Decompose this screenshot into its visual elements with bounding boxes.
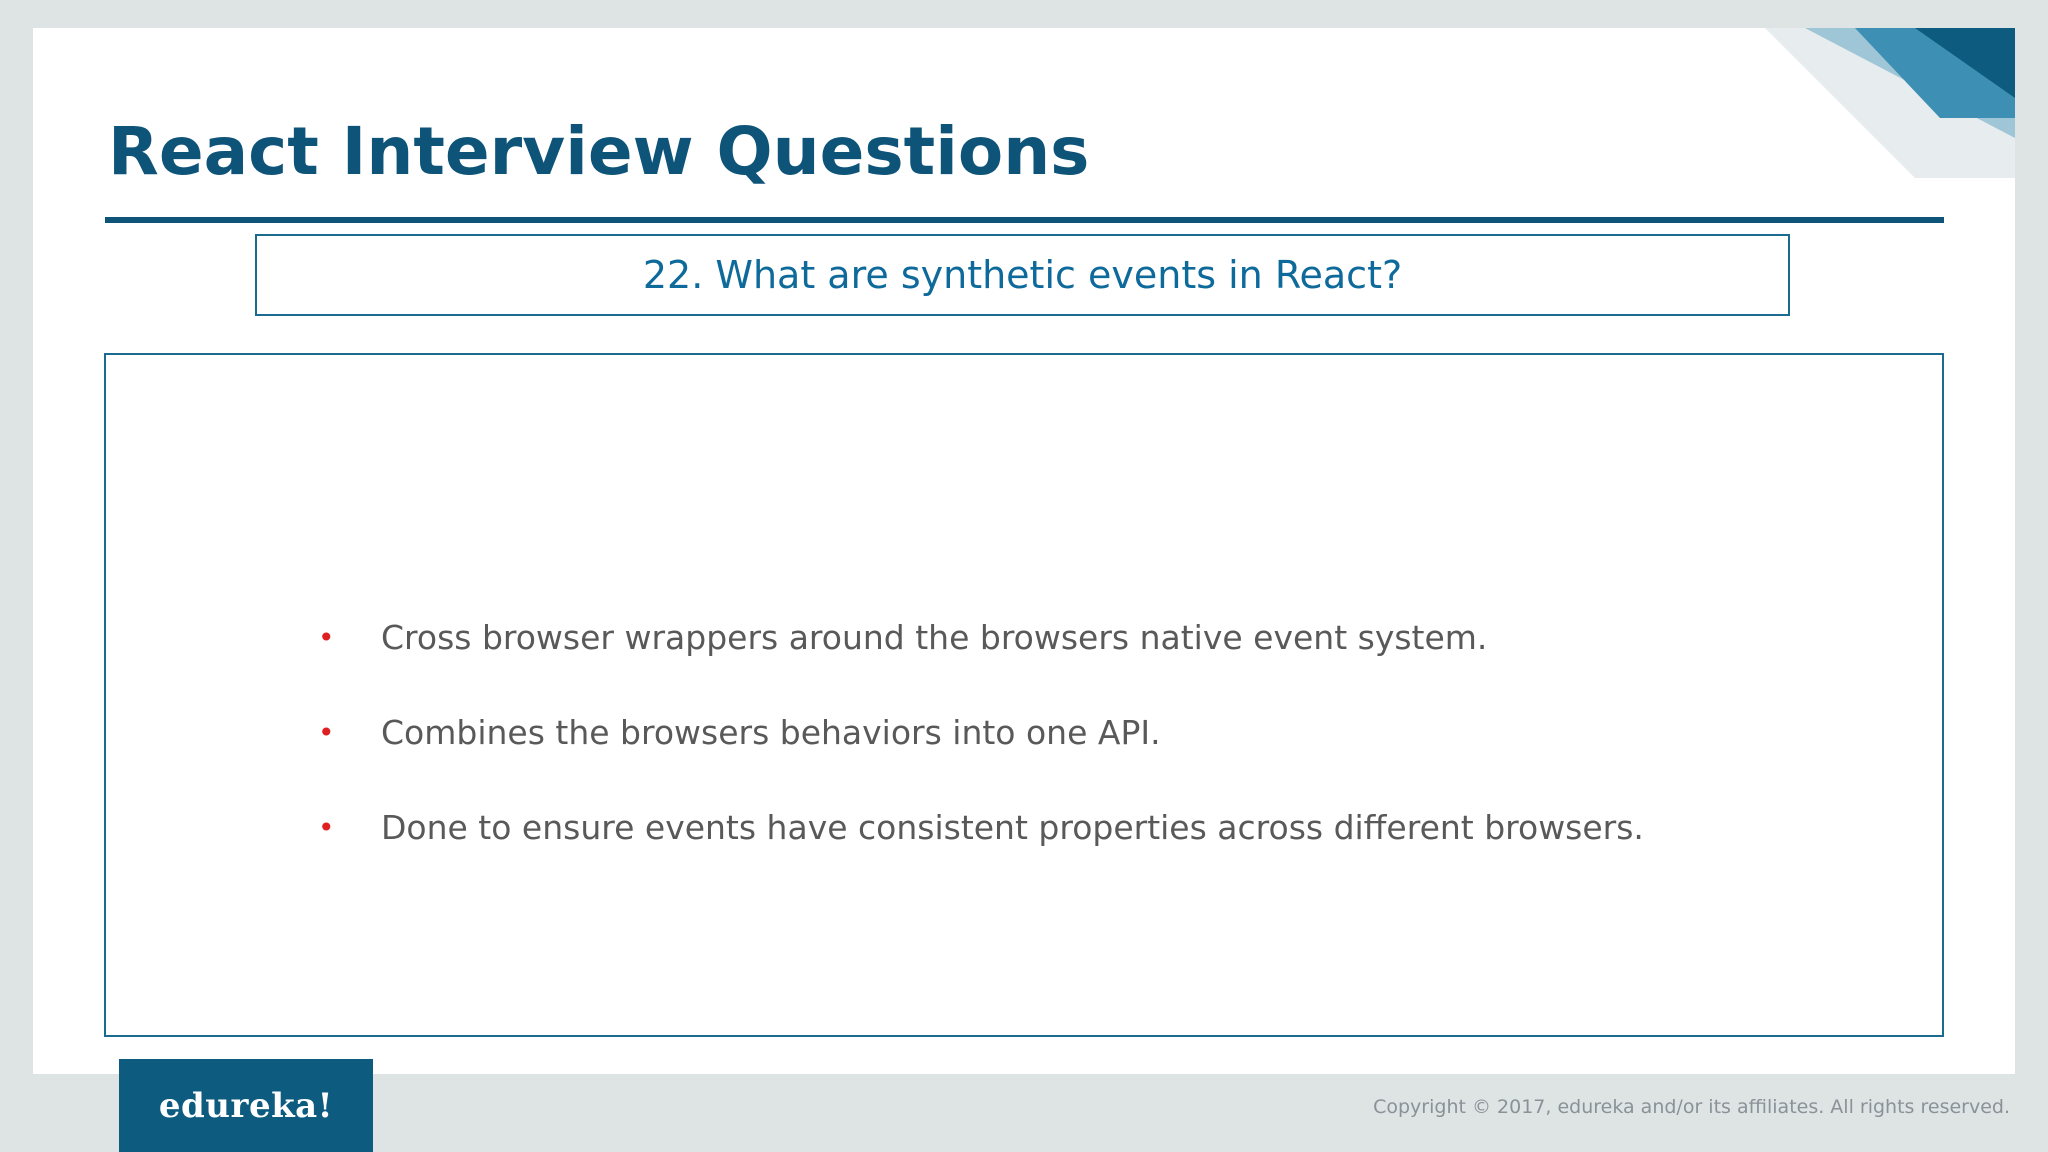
logo-text: edureka! [158, 1085, 334, 1126]
slide [33, 28, 2015, 1074]
bullet-icon: • [318, 621, 335, 654]
bullet-icon: • [318, 716, 335, 749]
title-underline [105, 217, 1944, 223]
edureka-logo [119, 1059, 373, 1152]
bullet-text: Combines the browsers behaviors into one API. [381, 713, 1161, 752]
copyright-notice: Copyright © 2017, edureka and/or its affiliates. All rights reserved. [1373, 1096, 2010, 1118]
question-text: 22. What are synthetic events in React? [642, 253, 1403, 297]
corner-decoration-icon [1765, 28, 2015, 178]
bullet-text: Cross browser wrappers around the browsers native event system. [381, 618, 1488, 657]
question-box [255, 234, 1790, 316]
slide-title: React Interview Questions [108, 113, 1090, 190]
bullet-text: Done to ensure events have consistent properties across different browsers. [381, 808, 1644, 847]
bullet-icon: • [318, 811, 335, 844]
answer-box [104, 353, 1944, 1037]
